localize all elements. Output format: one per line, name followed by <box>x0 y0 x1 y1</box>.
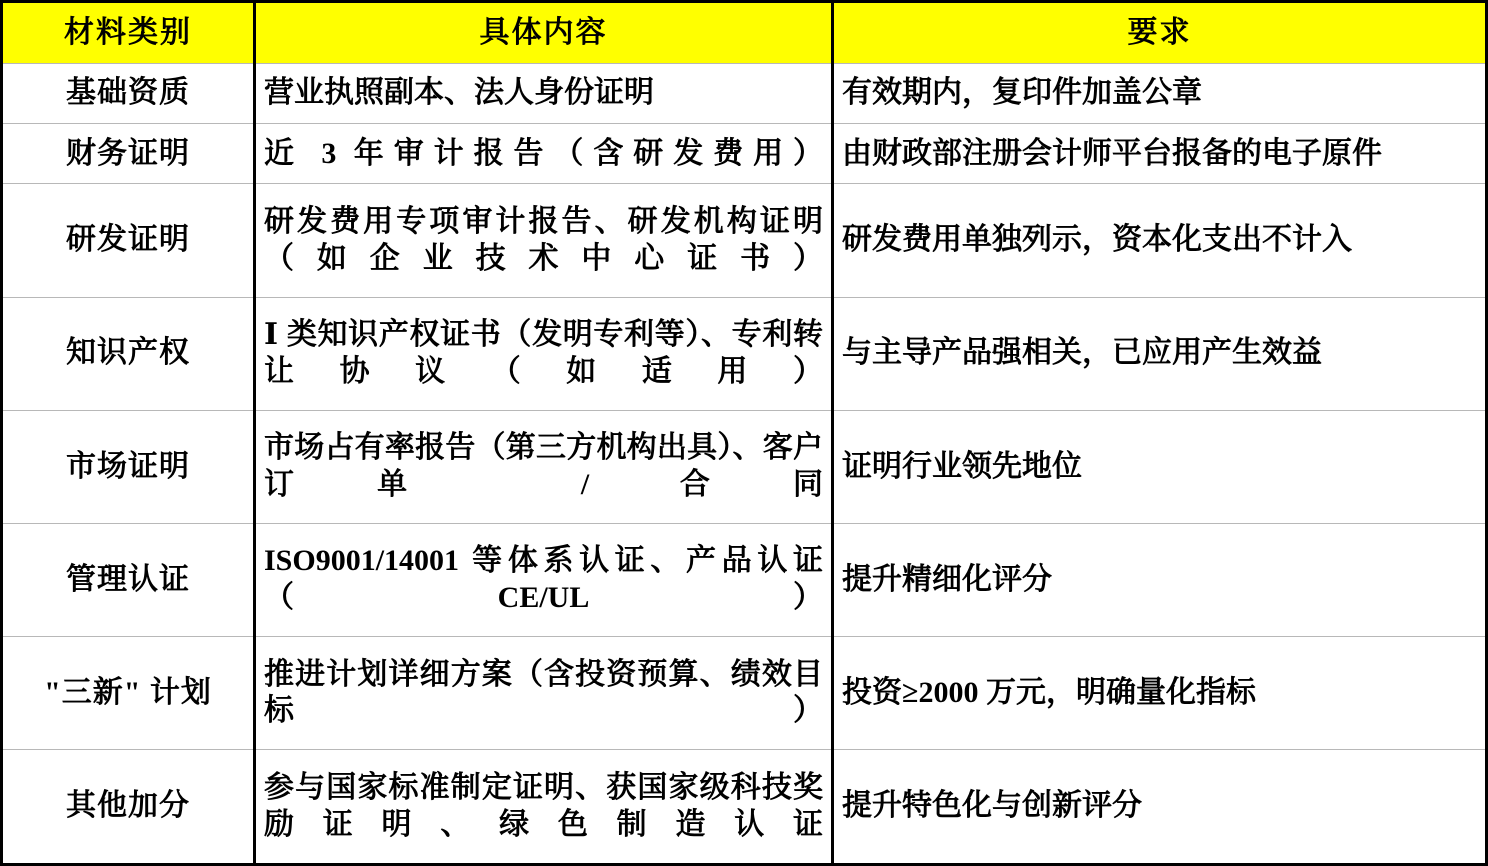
cell-content: 参与国家标准制定证明、获国家级科技奖励证明、绿色制造认证 <box>255 750 833 865</box>
cell-requirement: 提升特色化与创新评分 <box>833 750 1487 865</box>
cell-requirement: 与主导产品强相关，已应用产生效益 <box>833 297 1487 410</box>
table-row <box>2 637 1487 750</box>
cell-content: 近 3 年审计报告（含研发费用） <box>255 124 833 184</box>
cell-category: 基础资质 <box>2 64 255 124</box>
cell-category: 知识产权 <box>2 297 255 410</box>
cell-category: "三新" 计划 <box>2 637 255 750</box>
column-header-category: 材料类别 <box>2 2 255 64</box>
cell-requirement: 有效期内，复印件加盖公章 <box>833 64 1487 124</box>
table-body <box>2 64 1487 865</box>
table-row <box>2 297 1487 410</box>
table-row <box>2 124 1487 184</box>
column-header-requirement: 要求 <box>833 2 1487 64</box>
table-row <box>2 184 1487 297</box>
cell-content: 研发费用专项审计报告、研发机构证明（如企业技术中心证书） <box>255 184 833 297</box>
cell-content: 推进计划详细方案（含投资预算、绩效目标） <box>255 637 833 750</box>
cell-category: 其他加分 <box>2 750 255 865</box>
column-header-content: 具体内容 <box>255 2 833 64</box>
cell-content: 营业执照副本、法人身份证明 <box>255 64 833 124</box>
cell-content: ISO9001/14001 等体系认证、产品认证（CE/UL） <box>255 523 833 636</box>
cell-requirement: 由财政部注册会计师平台报备的电子原件 <box>833 124 1487 184</box>
cell-requirement: 证明行业领先地位 <box>833 410 1487 523</box>
cell-requirement: 研发费用单独列示，资本化支出不计入 <box>833 184 1487 297</box>
table-row <box>2 64 1487 124</box>
cell-category: 研发证明 <box>2 184 255 297</box>
cell-requirement: 提升精细化评分 <box>833 523 1487 636</box>
cell-requirement: 投资≥2000 万元，明确量化指标 <box>833 637 1487 750</box>
cell-category: 市场证明 <box>2 410 255 523</box>
cell-category: 财务证明 <box>2 124 255 184</box>
table-row <box>2 750 1487 865</box>
table-header-row <box>2 2 1487 64</box>
table-row <box>2 410 1487 523</box>
cell-category: 管理认证 <box>2 523 255 636</box>
cell-content: 市场占有率报告（第三方机构出具）、客户订单 / 合同 <box>255 410 833 523</box>
table-row <box>2 523 1487 636</box>
cell-content: Ⅰ 类知识产权证书（发明专利等）、专利转让协议（如适用） <box>255 297 833 410</box>
